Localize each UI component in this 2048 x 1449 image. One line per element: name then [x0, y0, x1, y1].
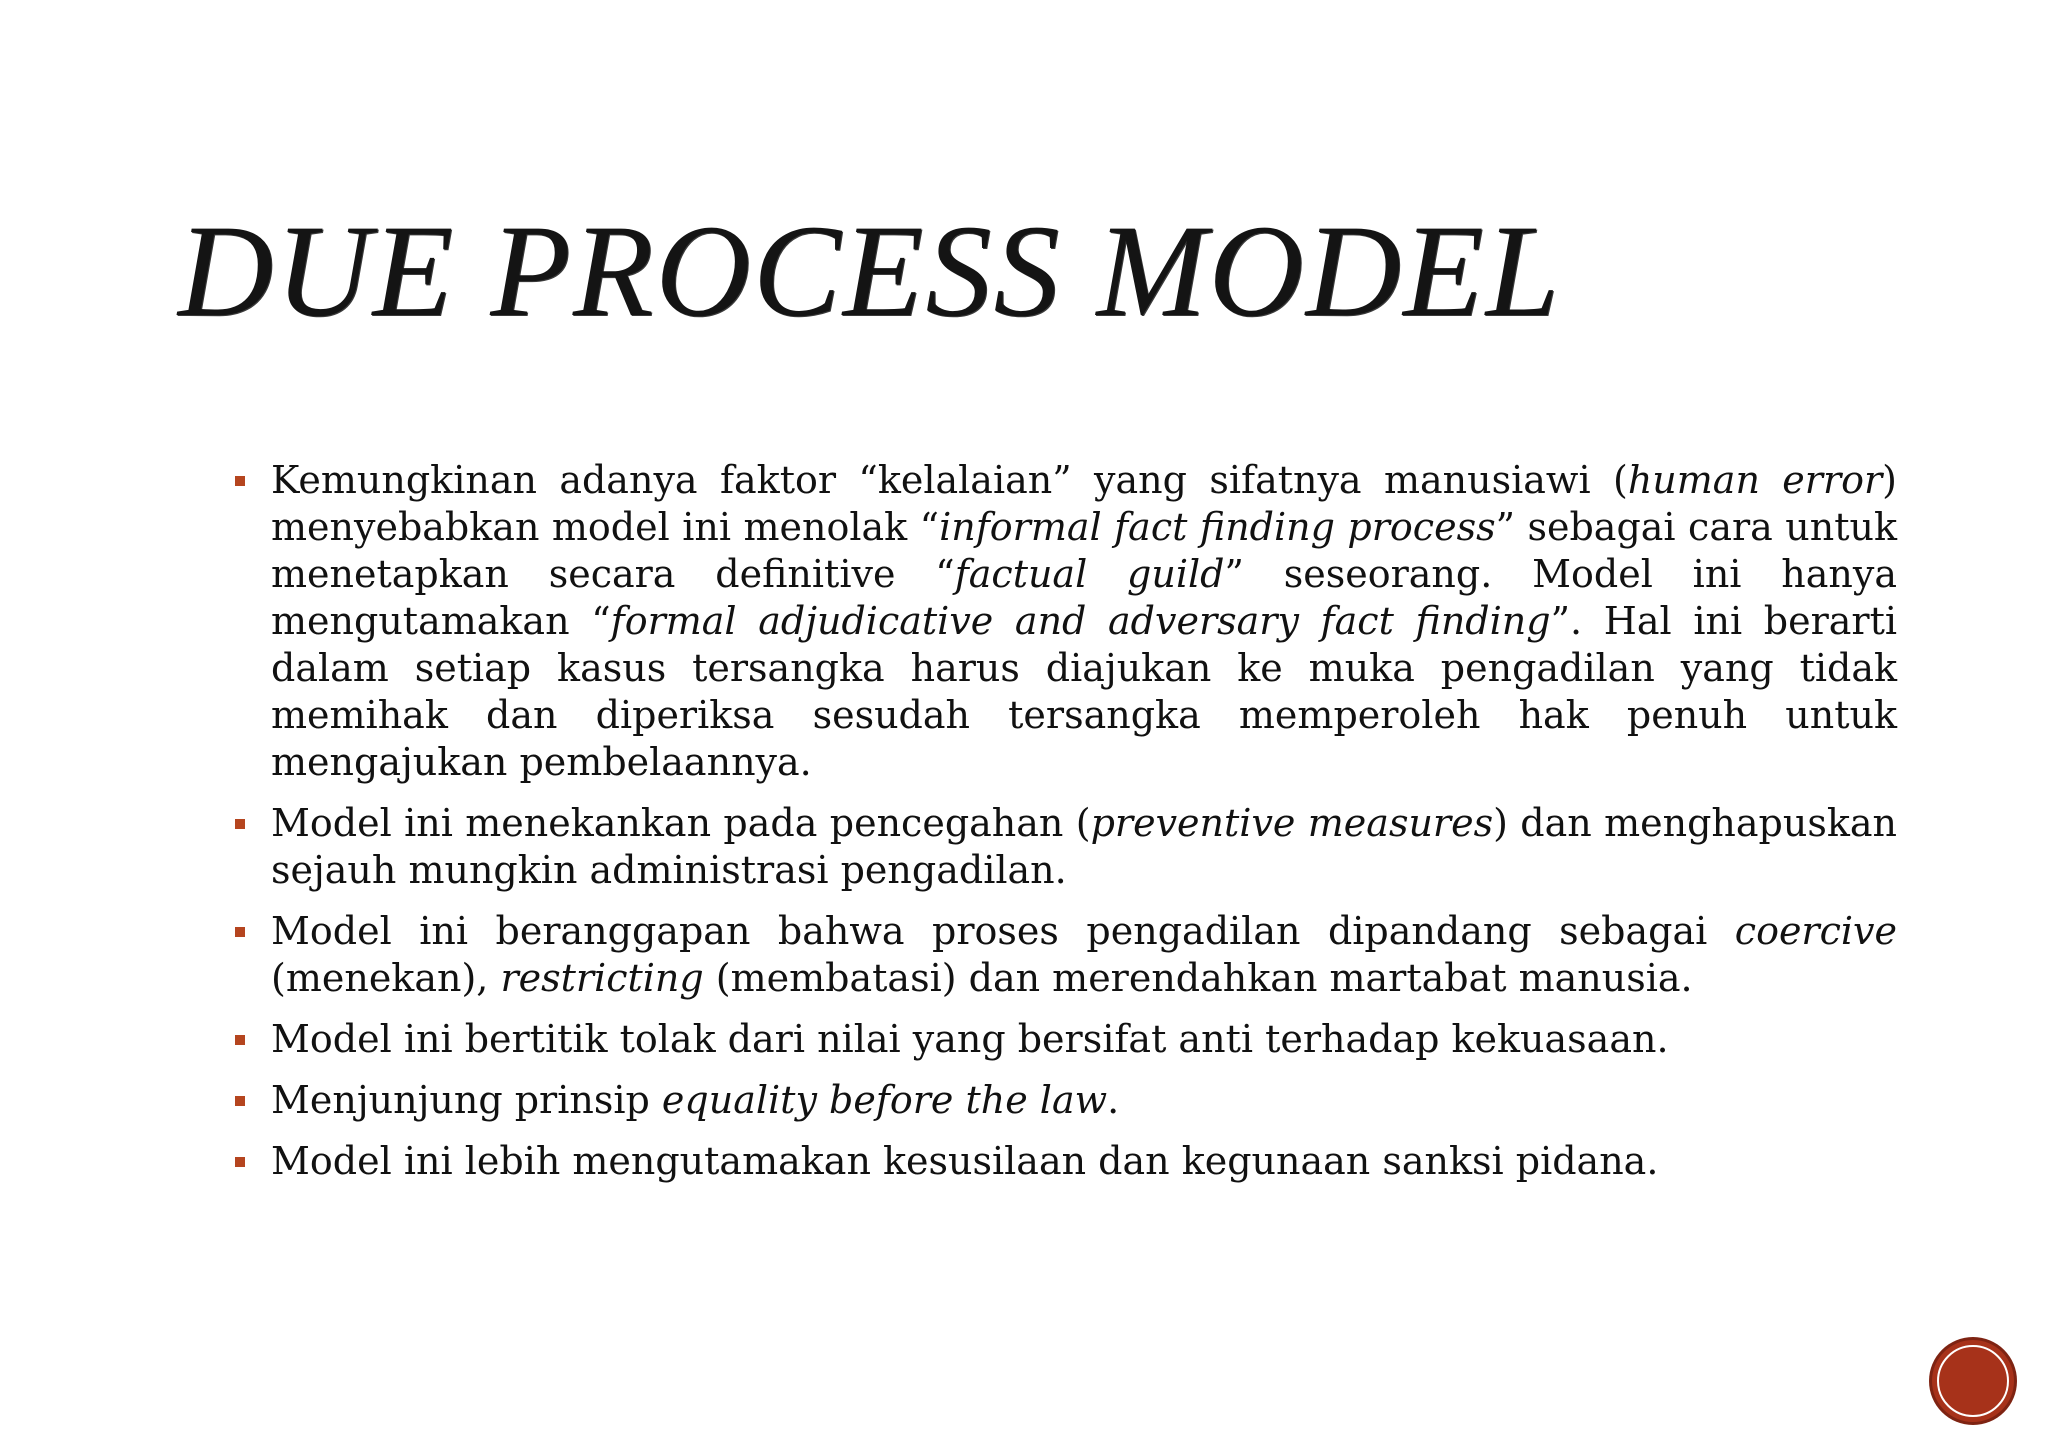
bullet-text: ” seseorang. Model ini hanya mengutamakan “ [271, 552, 1898, 643]
bullet-text: Model ini bertitik tolak dari nilai yang bersifat anti terhadap kekuasaan. [271, 1017, 1669, 1061]
bullet-italic-text: preventive measures [1090, 801, 1494, 845]
bullet-item [233, 800, 1897, 894]
square-bullet-icon [235, 927, 245, 937]
bullet-italic-text: factual guild [954, 552, 1225, 596]
bullet-text: ) dan menghapuskan sejauh mungkin administrasi pengadilan. [271, 801, 1897, 892]
bullet-text: ”. Hal ini berarti dalam setiap kasus tersangka harus diajukan ke muka pengadilan yang tidak memihak dan diperiksa sesudah tersangka memperoleh hak penuh untuk mengajukan pembelaannya. [271, 599, 1897, 784]
bullet-text: ) menyebabkan model ini menolak “ [271, 458, 1897, 549]
bullet-italic-text: formal adjudicative and adversary fact finding [610, 599, 1551, 643]
bullet-item [233, 1077, 1897, 1124]
bullet-text: . [1107, 1078, 1120, 1122]
bullet-text: Model ini beranggapan bahwa proses pengadilan dipandang sebagai [271, 909, 1735, 953]
bullet-italic-text: informal fact finding process [939, 505, 1496, 549]
bullet-list [233, 457, 1897, 1199]
bullet-text: (membatasi) dan merendahkan martabat manusia. [703, 956, 1693, 1000]
square-bullet-icon [235, 819, 245, 829]
bullet-item [233, 1016, 1897, 1063]
circle-badge-icon [1932, 1340, 2014, 1422]
bullet-text: ” sebagai cara untuk menetapkan secara definitive “ [271, 505, 1897, 596]
bullet-item [233, 908, 1897, 1002]
bullet-text: Menjunjung prinsip [271, 1078, 662, 1122]
square-bullet-icon [235, 1157, 245, 1167]
bullet-italic-text: human error [1627, 458, 1883, 502]
bullet-text: Kemungkinan adanya faktor “kelalaian” yang sifatnya manusiawi ( [271, 458, 1628, 502]
slide-title: DUE PROCESS MODEL [178, 197, 1562, 344]
bullet-italic-text: equality before the law [661, 1078, 1108, 1122]
bullet-text: (menekan), [271, 956, 501, 1000]
square-bullet-icon [235, 476, 245, 486]
bullet-text: Model ini menekankan pada pencegahan ( [271, 801, 1091, 845]
bullet-item [233, 457, 1897, 786]
bullet-item [233, 1138, 1897, 1185]
square-bullet-icon [235, 1096, 245, 1106]
square-bullet-icon [235, 1035, 245, 1045]
bullet-italic-text: coercive [1734, 909, 1897, 953]
bullet-italic-text: restricting [500, 956, 704, 1000]
bullet-text: Model ini lebih mengutamakan kesusilaan dan kegunaan sanksi pidana. [271, 1139, 1659, 1183]
